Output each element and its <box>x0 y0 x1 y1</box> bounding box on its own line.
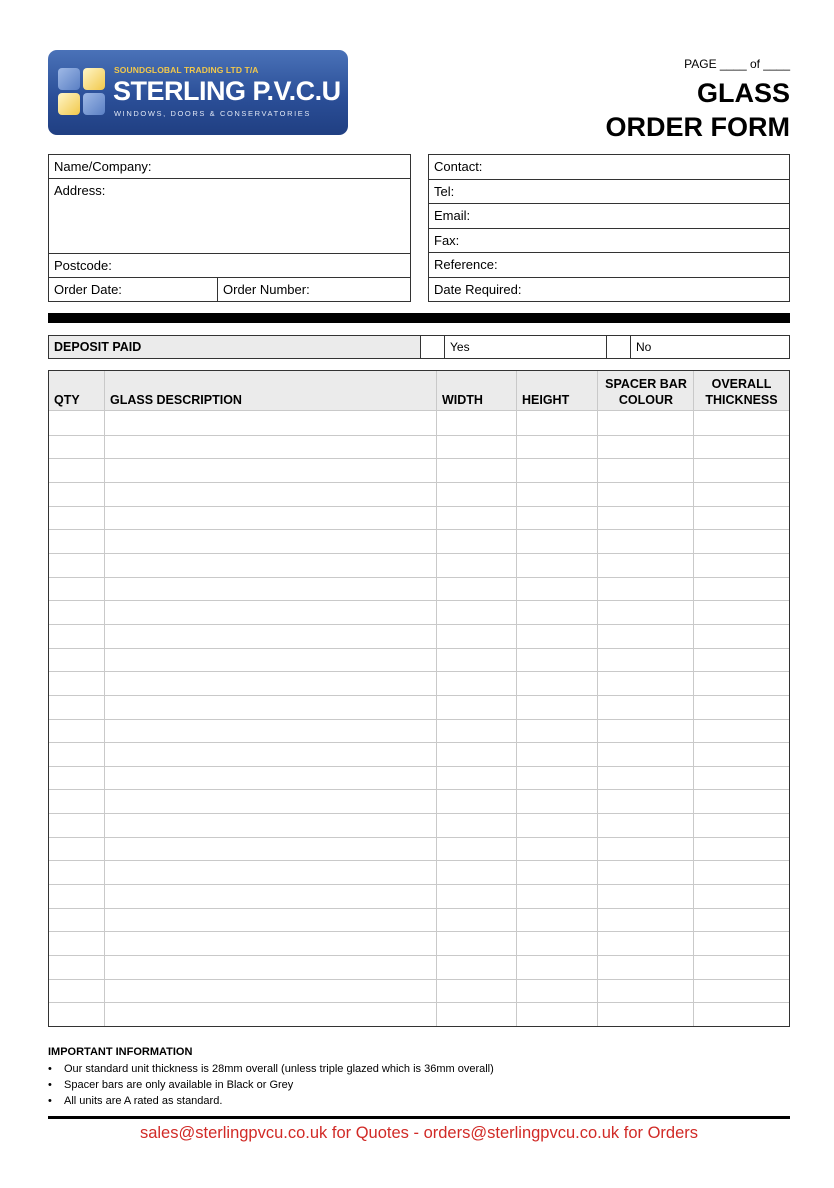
tel-label: Tel: <box>434 184 455 199</box>
page-number-line: PAGE ____ of ____ <box>684 57 790 71</box>
col-header-spacer-line1: SPACER BAR <box>605 377 687 391</box>
order-date-label: Order Date: <box>54 282 122 297</box>
logo-brand-name: STERLING P.V.C.U <box>113 76 341 106</box>
info-item: • Our standard unit thickness is 28mm overall (unless triple glazed which is 36mm overall) <box>48 1061 494 1077</box>
name-company-field[interactable] <box>49 155 410 179</box>
deposit-no-label: No <box>636 340 652 354</box>
table-row <box>49 931 789 932</box>
table-row <box>49 908 789 909</box>
table-row <box>49 435 789 436</box>
deposit-yes-label: Yes <box>445 336 607 358</box>
col-header-spacer-line2: COLOUR <box>618 393 674 407</box>
column-divider <box>693 371 694 1026</box>
table-row <box>49 813 789 814</box>
order-number-label: Order Number: <box>223 282 310 297</box>
table-row <box>49 648 789 649</box>
col-header-description: GLASS DESCRIPTION <box>110 393 242 407</box>
table-row <box>49 553 789 554</box>
table-row <box>49 837 789 838</box>
email-label: Email: <box>434 208 471 223</box>
important-information <box>48 1046 494 1109</box>
deposit-paid-row <box>48 335 790 359</box>
column-divider <box>104 371 105 1026</box>
table-row <box>49 955 789 956</box>
reference-label: Reference: <box>434 257 498 272</box>
col-header-spacer-bar <box>598 376 694 408</box>
name-company-label: Name/Company: <box>54 159 152 174</box>
order-date-field[interactable] <box>49 278 218 301</box>
postcode-field[interactable] <box>49 254 410 278</box>
footer-divider <box>48 1116 790 1119</box>
customer-details-box <box>48 154 411 302</box>
section-divider-bar <box>48 313 790 323</box>
postcode-label: Postcode: <box>54 258 112 273</box>
table-row <box>49 458 789 459</box>
fax-field[interactable] <box>429 229 789 253</box>
footer-contact-emails: sales@sterlingpvcu.co.uk for Quotes - orders@sterlingpvcu.co.uk for Orders <box>139 1124 699 1142</box>
column-divider <box>597 371 598 1026</box>
address-label: Address: <box>54 183 106 198</box>
table-row <box>49 671 789 672</box>
table-row <box>49 529 789 530</box>
table-row <box>49 766 789 767</box>
col-header-qty: QTY <box>54 393 80 407</box>
table-row <box>49 719 789 720</box>
logo-trading-name: SOUNDGLOBAL TRADING LTD T/A <box>114 65 259 75</box>
table-row <box>49 1002 789 1003</box>
info-title: IMPORTANT INFORMATION <box>48 1046 193 1058</box>
table-row <box>49 695 789 696</box>
col-header-overall-thickness <box>694 376 789 408</box>
tel-field[interactable] <box>429 180 789 204</box>
address-field[interactable] <box>49 179 410 254</box>
col-header-thickness-line1: OVERALL <box>711 377 772 391</box>
col-header-height: HEIGHT <box>522 393 570 407</box>
table-row <box>49 789 789 790</box>
glass-order-table <box>48 370 790 1027</box>
reference-field[interactable] <box>429 253 789 278</box>
table-row <box>49 624 789 625</box>
email-field[interactable] <box>429 204 789 229</box>
form-title <box>606 76 791 144</box>
column-divider <box>436 371 437 1026</box>
deposit-paid-label: DEPOSIT PAID <box>49 336 421 358</box>
table-row <box>49 577 789 578</box>
logo-tagline: WINDOWS, DOORS & CONSERVATORIES <box>114 109 311 118</box>
deposit-no-checkbox[interactable] <box>607 336 631 358</box>
table-row <box>49 600 789 601</box>
info-item: • All units are A rated as standard. <box>48 1093 494 1109</box>
col-header-thickness-line2: THICKNESS <box>705 393 778 407</box>
form-title-line2: ORDER FORM <box>605 112 790 142</box>
date-required-label: Date Required: <box>434 282 522 297</box>
table-row <box>49 482 789 483</box>
contact-label: Contact: <box>434 159 483 174</box>
info-item: • Spacer bars are only available in Black or Grey <box>48 1077 494 1093</box>
order-number-field[interactable] <box>218 278 410 301</box>
table-row <box>49 860 789 861</box>
date-required-field[interactable] <box>429 278 789 301</box>
company-logo <box>48 50 348 135</box>
window-pane-logo-icon <box>56 66 108 118</box>
column-divider <box>516 371 517 1026</box>
table-row <box>49 979 789 980</box>
deposit-yes-checkbox[interactable] <box>421 336 445 358</box>
fax-label: Fax: <box>434 233 460 248</box>
table-row <box>49 884 789 885</box>
table-row <box>49 506 789 507</box>
col-header-width: WIDTH <box>442 393 483 407</box>
table-row <box>49 742 789 743</box>
form-title-line1: GLASS <box>696 78 790 108</box>
contact-details-box <box>428 154 790 302</box>
contact-field[interactable] <box>429 155 789 180</box>
